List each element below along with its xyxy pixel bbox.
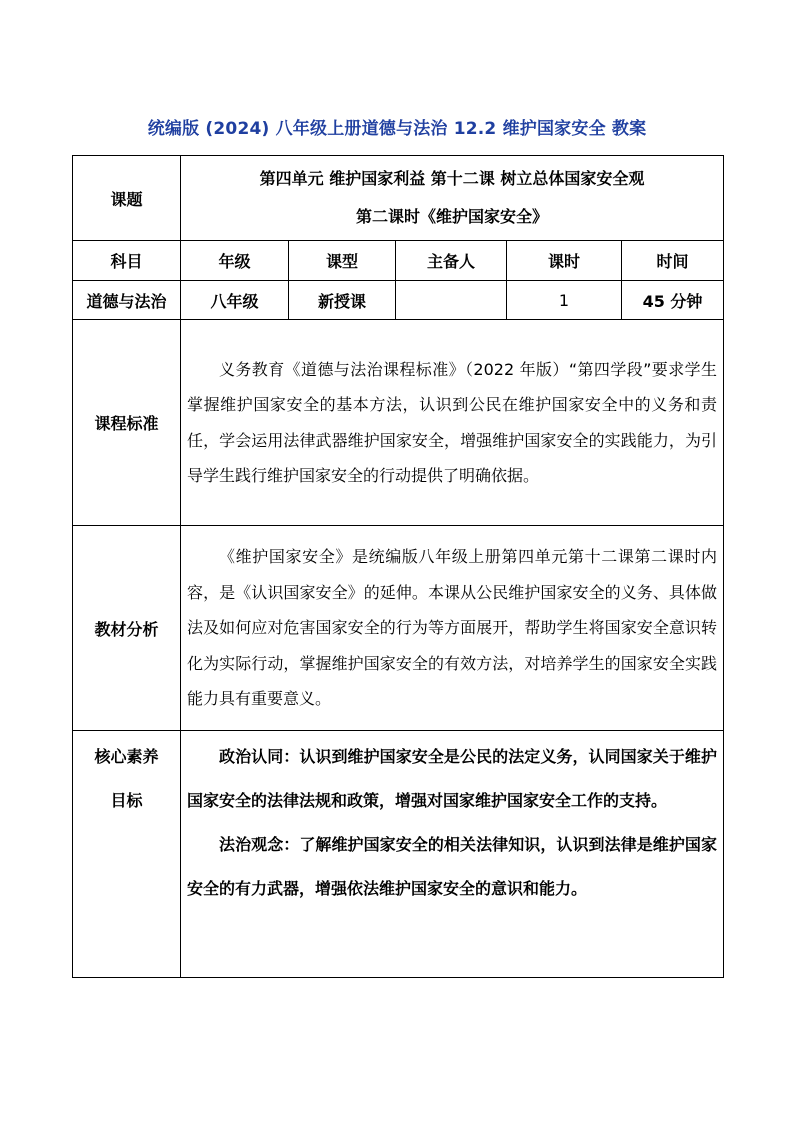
header-periods: 课时 xyxy=(507,241,622,281)
textbook-analysis-text: 《维护国家安全》是统编版八年级上册第四单元第十二课第二课时内容，是《认识国家安全》的延伸。本课从公民维护国家安全的义务、具体做法及如何应对危害国家安全的行为等方面展开，帮助学生将国家安全意识转化为实际行动，掌握维护国家安全的有效方法，对培养学生的国家安全实践能力具有重要意义。 xyxy=(187,547,718,709)
value-grade: 八年级 xyxy=(181,281,289,320)
topic-content xyxy=(181,156,724,241)
header-duration: 时间 xyxy=(622,241,724,281)
info-value-row xyxy=(73,281,724,320)
core-literacy-row xyxy=(73,731,724,978)
header-subject: 科目 xyxy=(73,241,181,281)
header-grade: 年级 xyxy=(181,241,289,281)
topic-label: 课题 xyxy=(73,156,181,241)
curriculum-standard-label: 课程标准 xyxy=(73,320,181,526)
goal-rule-of-law: 法治观念：了解维护国家安全的相关法律知识，认识到法律是维护国家安全的有力武器，增强依法维护国家安全的意识和能力。 xyxy=(187,835,718,898)
value-duration: 45 分钟 xyxy=(622,281,724,320)
value-subject: 道德与法治 xyxy=(73,281,181,320)
header-preparer: 主备人 xyxy=(396,241,507,281)
core-literacy-label xyxy=(73,731,181,978)
textbook-analysis-row xyxy=(73,526,724,731)
textbook-analysis-label: 教材分析 xyxy=(73,526,181,731)
lesson-plan-table xyxy=(72,155,724,978)
core-literacy-label-line-1: 核心素养 xyxy=(94,747,159,766)
curriculum-standard-content xyxy=(181,320,724,526)
curriculum-standard-row xyxy=(73,320,724,526)
document-title: 统编版 (2024) 八年级上册道德与法治 12.2 维护国家安全 教案 xyxy=(147,119,647,139)
value-lesson-type: 新授课 xyxy=(289,281,396,320)
topic-line-2: 第二课时《维护国家安全》 xyxy=(356,207,549,226)
goal-political-identity: 政治认同：认识到维护国家安全是公民的法定义务，认同国家关于维护国家安全的法律法规和政策，增强对国家维护国家安全工作的支持。 xyxy=(187,747,718,810)
value-preparer xyxy=(396,281,507,320)
value-periods: 1 xyxy=(507,281,622,320)
core-literacy-content xyxy=(181,731,724,978)
info-header-row xyxy=(73,241,724,281)
curriculum-standard-text: 义务教育《道德与法治课程标准》（2022 年版）“第四学段”要求学生掌握维护国家安全的基本方法，认识到公民在维护国家安全中的义务和责任，学会运用法律武器维护国家安全，增强维护国家安全的实践能力，为引导学生践行维护国家安全的行动提供了明确依据。 xyxy=(187,359,718,485)
textbook-analysis-content xyxy=(181,526,724,731)
core-literacy-label-line-2: 目标 xyxy=(110,791,143,810)
topic-line-1: 第四单元 维护国家利益 第十二课 树立总体国家安全观 xyxy=(259,169,645,188)
header-lesson-type: 课型 xyxy=(289,241,396,281)
topic-row xyxy=(73,156,724,241)
